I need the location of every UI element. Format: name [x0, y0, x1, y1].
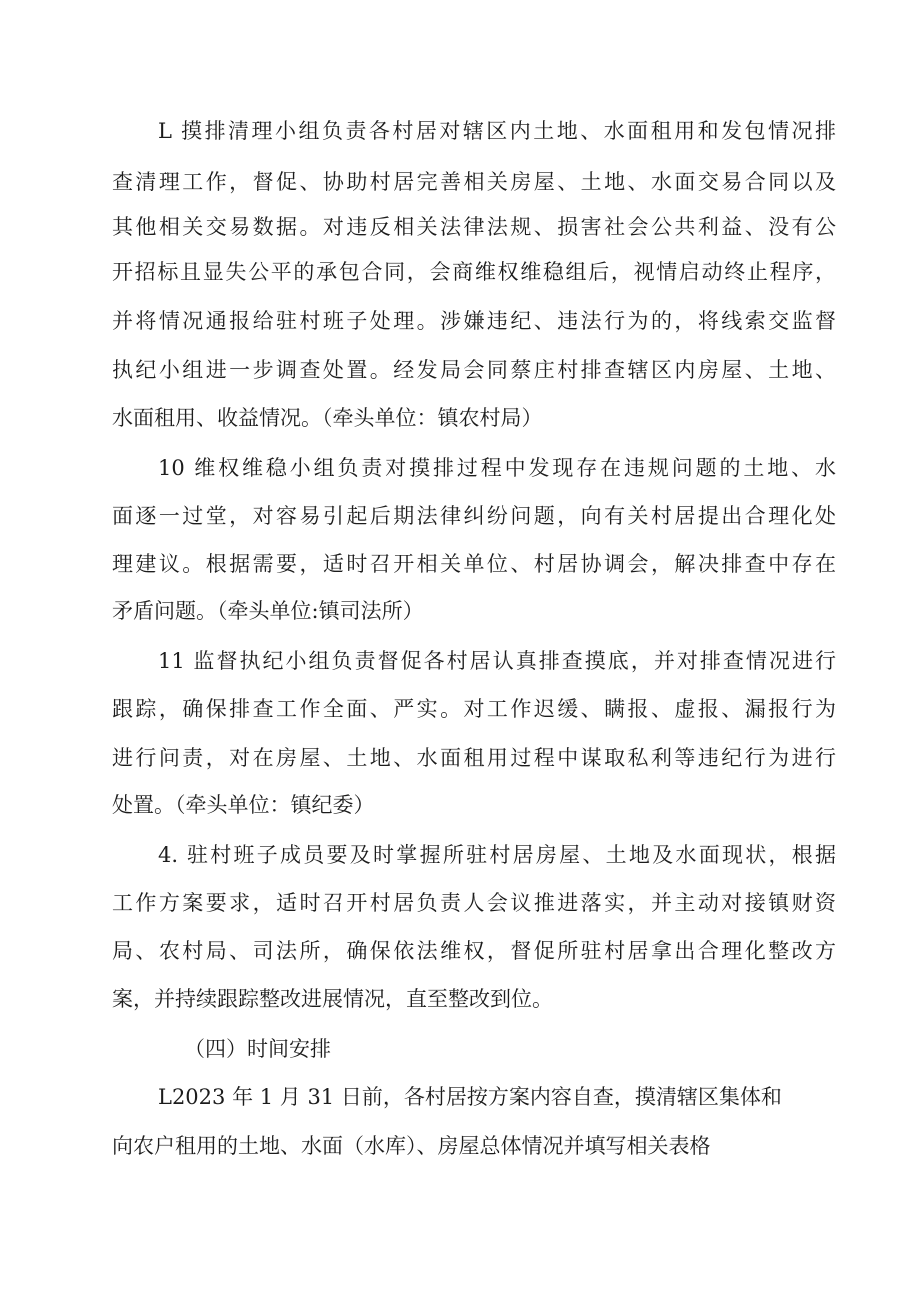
paragraph-2-line-3: 理建议。根据需要，适时召开相关单位、村居协调会，解决排查中存在: [112, 552, 836, 576]
paragraph-1-line-1: L 摸排清理小组负责各村居对辖区内土地、水面租用和发包情况排: [158, 119, 836, 143]
paragraph-2-line-1: 10 维权维稳小组负责对摸排过程中发现存在违规问题的土地、水: [158, 456, 836, 480]
paragraph-3-line-2: 跟踪，确保排查工作全面、严实。对工作迟缓、瞒报、虚报、漏报行为: [112, 697, 836, 721]
paragraph-2-line-2: 面逐一过堂，对容易引起后期法律纠纷问题，向有关村居提出合理化处: [112, 504, 836, 528]
paragraph-1-line-5: 并将情况通报给驻村班子处理。涉嫌违纪、违法行为的，将线索交监督: [112, 309, 836, 333]
paragraph-4-line-1: 4. 驻村班子成员要及时掌握所驻村居房屋、土地及水面现状，根据: [158, 843, 836, 867]
paragraph-1-line-4: 开招标且显失公平的承包合同，会商维权维稳组后，视情启动终止程序，: [112, 260, 836, 284]
paragraph-4-line-2: 工作方案要求，适时召开村居负责人会议推进落实，并主动对接镇财资: [112, 891, 836, 915]
paragraph-1-line-6: 执纪小组进一步调查处置。经发局会同蔡庄村排查辖区内房屋、土地、: [112, 358, 836, 382]
paragraph-2-line-4: 矛盾问题。（牵头单位:镇司法所）: [112, 599, 424, 623]
paragraph-4-line-3: 局、农村局、司法所，确保依法维权，督促所驻村居拿出合理化整改方: [112, 939, 836, 963]
paragraph-1-line-2: 查清理工作，督促、协助村居完善相关房屋、土地、水面交易合同以及: [112, 170, 836, 194]
paragraph-1-line-3: 其他相关交易数据。对违反相关法律法规、损害社会公共利益、没有公: [112, 215, 836, 239]
paragraph-4-line-4: 案，并持续跟踪整改进展情况，直至整改到位。: [112, 987, 553, 1011]
paragraph-3-line-4: 处置。（牵头单位：镇纪委）: [112, 793, 375, 817]
paragraph-1-line-7: 水面租用、收益情况。（牵头单位：镇农村局）: [112, 406, 543, 430]
section-heading-time-schedule: （四）时间安排: [184, 1037, 331, 1061]
paragraph-5-line-2: 向农户租用的土地、水面（水库）、房屋总体情况并填写相关表格: [112, 1134, 711, 1158]
paragraph-5-line-1: L2023 年 1 月 31 日前，各村居按方案内容自查，摸清辖区集体和: [158, 1085, 782, 1109]
paragraph-3-line-1: 11 监督执纪小组负责督促各村居认真排查摸底，并对排查情况进行: [158, 649, 836, 673]
paragraph-3-line-3: 进行问责，对在房屋、土地、水面租用过程中谋取私利等违纪行为进行: [112, 746, 836, 770]
